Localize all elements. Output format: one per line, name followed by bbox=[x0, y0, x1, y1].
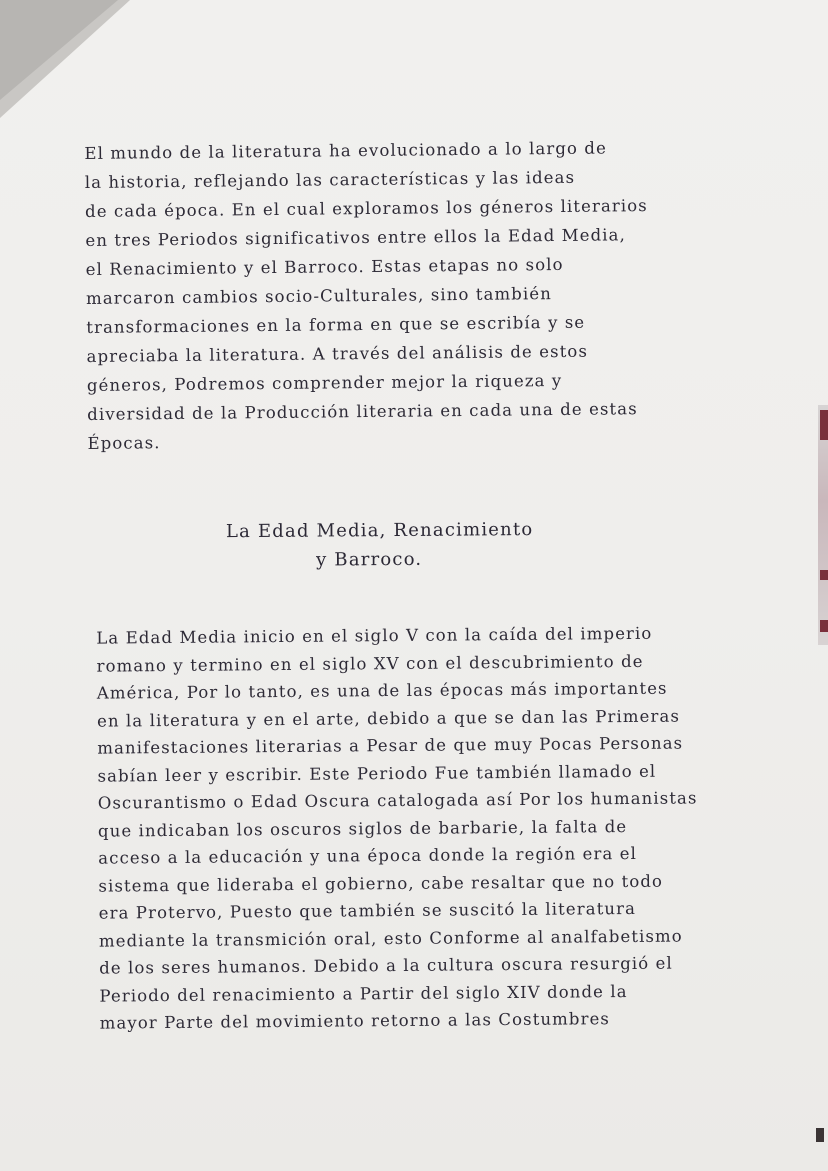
adjacent-page-edge bbox=[818, 405, 828, 645]
text-line: Oscurantismo o Edad Oscura catalogada así Por los humanistas bbox=[97, 788, 698, 813]
text-line: era Protervo, Puesto que también se suscitó la literatura bbox=[98, 898, 637, 923]
text-line: que indicaban los oscuros siglos de barbarie, la falta de bbox=[97, 816, 628, 841]
text-line: marcaron cambios socio-Culturales, sino también bbox=[85, 284, 552, 308]
text-line: acceso a la educación y una época donde la región era el bbox=[98, 843, 638, 868]
text-line: manifestaciones literarias a Pesar de que muy Pocas Personas bbox=[97, 733, 684, 758]
text-line: de los seres humanos. Debido a la cultura oscura resurgió el bbox=[99, 953, 673, 978]
text-line: El mundo de la literatura ha evolucionado a lo largo de bbox=[84, 138, 608, 163]
heading-line-1: La Edad Media, Renacimiento bbox=[225, 519, 534, 543]
text-line: Épocas. bbox=[87, 433, 161, 453]
page-corner-shadow bbox=[0, 0, 130, 130]
text-line: apreciaba la literatura. A través del análisis de estos bbox=[86, 341, 589, 366]
text-line: de cada época. En el cual exploramos los géneros literarios bbox=[85, 196, 648, 221]
text-line: diversidad de la Producción literaria en cada una de estas bbox=[87, 399, 638, 424]
page-edge-mark bbox=[816, 1128, 824, 1142]
adjacent-page-ink bbox=[820, 620, 828, 632]
text-line: la historia, reflejando las características y las ideas bbox=[84, 167, 576, 192]
text-line: sistema que lideraba el gobierno, cabe resaltar que no todo bbox=[98, 871, 664, 896]
text-line: transformaciones en la forma en que se escribía y se bbox=[86, 312, 586, 337]
section-heading bbox=[226, 519, 566, 571]
text-line: La Edad Media inicio en el siglo V con la caída del imperio bbox=[96, 623, 653, 648]
intro-paragraph bbox=[84, 133, 650, 458]
text-line: Periodo del renacimiento a Partir del siglo XIV donde la bbox=[99, 981, 628, 1006]
adjacent-page-ink bbox=[820, 570, 828, 580]
text-line: el Renacimiento y el Barroco. Estas etapas no solo bbox=[85, 254, 564, 279]
text-line: sabían leer y escribir. Este Periodo Fue también llamado el bbox=[97, 761, 657, 786]
heading-line-2: y Barroco. bbox=[316, 548, 423, 571]
text-line: géneros, Podremos comprender mejor la riqueza y bbox=[86, 370, 563, 395]
text-line: en tres Periodos significativos entre ellos la Edad Media, bbox=[85, 225, 626, 250]
body-paragraph bbox=[96, 619, 699, 1037]
text-line: mediante la transmición oral, esto Conforme al analfabetismo bbox=[98, 926, 683, 951]
text-line: América, Por lo tanto, es una de las épocas más importantes bbox=[96, 678, 668, 703]
text-line: romano y termino en el siglo XV con el descubrimiento de bbox=[96, 651, 644, 676]
text-line: en la literatura y en el arte, debido a que se dan las Primeras bbox=[96, 706, 681, 731]
adjacent-page-ink bbox=[820, 410, 828, 440]
text-line: mayor Parte del movimiento retorno a las Costumbres bbox=[99, 1009, 611, 1033]
